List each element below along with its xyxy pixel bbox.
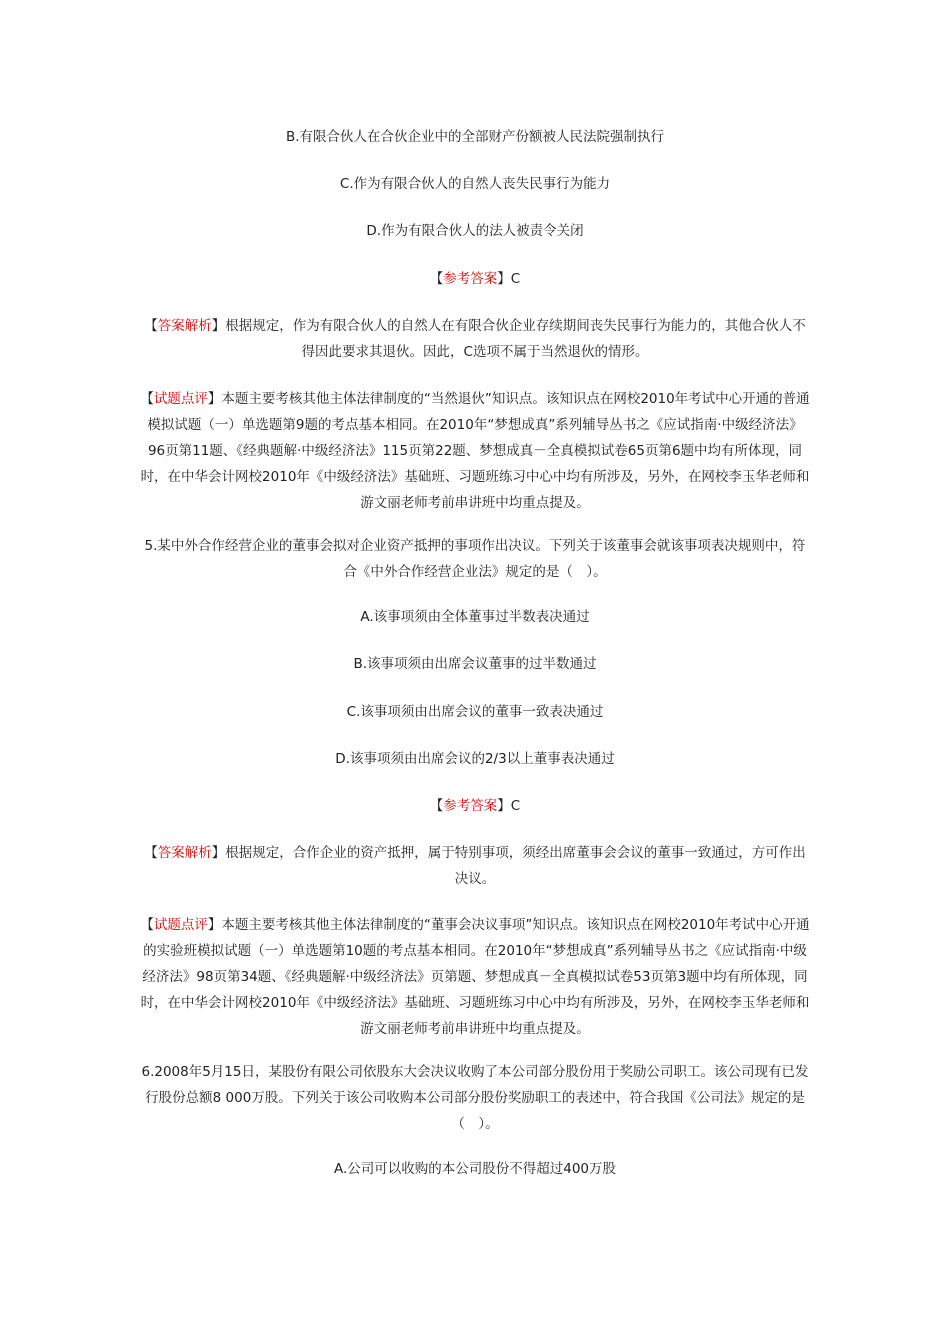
answer-label: 参考答案 — [443, 271, 498, 287]
q4-analysis: 【答案解析】根据规定，作为有限合伙人的自然人在有限合伙企业存续期间丧失民事行为能力的，其他合伙人不得因此要求其退伙。因此，C选项不属于当然退伙的情形。 — [144, 318, 806, 360]
comment-text: 本题主要考核其他主体法律制度的“董事会决议事项”知识点。该知识点在网校2010年考试中心开通的实验班模拟试题（一）单选题第10题的考点基本相同。在2010年“梦想成真”系列辅导丛书之《应试指南·中级经济法》98页第34题、《经典题解·中级经济法》页第题、梦想成真－全真模拟试卷53页第3题中均有所体现，同时，在中华会计网校2010年《中级经济法》基础班、习题班练习中心中均有所涉及，另外，在网校李玉华老师和游文丽老师考前串讲班中均重点提及。 — [140, 917, 810, 1037]
analysis-text: 根据规定，作为有限合伙人的自然人在有限合伙企业存续期间丧失民事行为能力的，其他合伙人不得因此要求其退伙。因此，C选项不属于当然退伙的情形。 — [225, 318, 806, 360]
comment-label: 试题点评 — [153, 391, 208, 407]
q4-option-d: D.作为有限合伙人的法人被责令关闭 — [366, 223, 584, 239]
comment-text: 本题主要考核其他主体法律制度的“当然退伙”知识点。该知识点在网校2010年考试中心开通的普通模拟试题（一）单选题第9题的考点基本相同。在2010年“梦想成真”系列辅导丛书之《应试指南·中级经济法》96页第11题、《经典题解·中级经济法》115页第22题、梦想成真－全真模拟试卷65页第6题中均有所体现，同时，在中华会计网校2010年《中级经济法》基础班、习题班练习中心中均有所涉及，另外，在网校李玉华老师和游文丽老师考前串讲班中均重点提及。 — [140, 391, 810, 511]
q4-answer: 【参考答案】C — [429, 271, 521, 287]
q5-option-a: A.该事项须由全体董事过半数表决通过 — [360, 609, 590, 625]
q5-option-d: D.该事项须由出席会议的2/3以上董事表决通过 — [335, 751, 615, 767]
q5-stem: 5.某中外合作经营企业的董事会拟对企业资产抵押的事项作出决议。下列关于该董事会就该事项表决规则中，符合《中外合作经营企业法》规定的是（ ）。 — [144, 538, 806, 580]
analysis-label: 答案解析 — [157, 318, 212, 334]
q6-stem: 6.2008年5月15日，某股份有限公司依股东大会决议收购了本公司部分股份用于奖励公司职工。该公司现有已发行股份总额8 000万股。下列关于该公司收购本公司部分股份奖励职工的表述中，符合我国《公司法》规定的是（ ）。 — [141, 1064, 809, 1132]
q4-option-c: C.作为有限合伙人的自然人丧失民事行为能力 — [339, 176, 611, 192]
q4-comment: 【试题点评】本题主要考核其他主体法律制度的“当然退伙”知识点。该知识点在网校2010年考试中心开通的普通模拟试题（一）单选题第9题的考点基本相同。在2010年“梦想成真”系列辅导丛书之《应试指南·中级经济法》96页第11题、《经典题解·中级经济法》115页第22题、梦想成真－全真模拟试卷65页第6题中均有所体现，同时，在中华会计网校2010年《中级经济法》基础班、习题班练习中心中均有所涉及，另外，在网校李玉华老师和游文丽老师考前串讲班中均重点提及。 — [140, 391, 810, 511]
q5-analysis: 【答案解析】根据规定，合作企业的资产抵押，属于特别事项，须经出席董事会会议的董事一致通过，方可作出决议。 — [144, 845, 806, 887]
q6-option-a: A.公司可以收购的本公司股份不得超过400万股 — [333, 1161, 617, 1177]
q4-option-b: B.有限合伙人在合伙企业中的全部财产份额被人民法院强制执行 — [285, 129, 665, 145]
q5-option-b: B.该事项须由出席会议董事的过半数通过 — [353, 656, 597, 672]
analysis-label: 答案解析 — [157, 845, 212, 861]
q5-answer: 【参考答案】C — [429, 798, 521, 814]
answer-label: 参考答案 — [443, 798, 498, 814]
q5-option-c: C.该事项须由出席会议的董事一致表决通过 — [346, 704, 604, 720]
answer-value: C — [510, 271, 521, 287]
answer-value: C — [510, 798, 521, 814]
analysis-text: 根据规定，合作企业的资产抵押，属于特别事项，须经出席董事会会议的董事一致通过，方可作出决议。 — [225, 845, 806, 887]
q5-comment: 【试题点评】本题主要考核其他主体法律制度的“董事会决议事项”知识点。该知识点在网校2010年考试中心开通的实验班模拟试题（一）单选题第10题的考点基本相同。在2010年“梦想成真”系列辅导丛书之《应试指南·中级经济法》98页第34题、《经典题解·中级经济法》页第题、梦想成真－全真模拟试卷53页第3题中均有所体现，同时，在中华会计网校2010年《中级经济法》基础班、习题班练习中心中均有所涉及，另外，在网校李玉华老师和游文丽老师考前串讲班中均重点提及。 — [140, 917, 810, 1037]
comment-label: 试题点评 — [153, 917, 208, 933]
